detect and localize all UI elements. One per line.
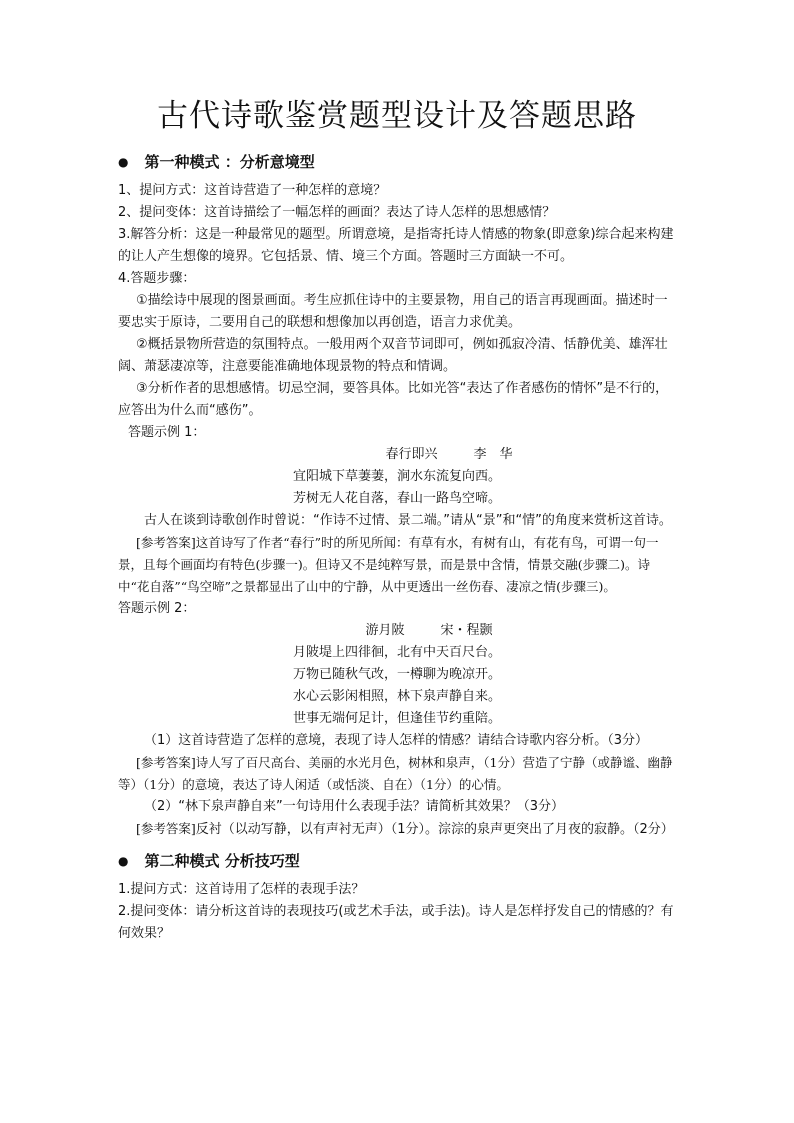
poem-line: 万物已随秋气改，一樽聊为晚凉开。 [292, 667, 501, 682]
paragraph: 3.解答分析：这是一种最常见的题型。所谓意境，是指寄托诗人情感的物象(即意象)综合起来构建的让人产生想像的境界。它包括景、情、境三个方面。答题时三方面缺一不可。 [118, 227, 674, 264]
paragraph: 2、提问变体：这首诗描绘了一幅怎样的画面？表达了诗人怎样的思想感情？ [118, 205, 556, 220]
page-title: 古代诗歌鉴赏题型设计及答题思路 [157, 98, 637, 134]
bullet-icon: ● [118, 155, 129, 169]
paragraph: ②概括景物所营造的氛围特点。一般用两个双音节词即可，例如孤寂冷清、恬静优美、雄浑壮阔、萧瑟凄凉等，注意要能准确地体现景物的特点和情调。 [118, 337, 668, 374]
poem-author: 宋・程颢 [440, 623, 493, 638]
poem-title [118, 444, 676, 466]
section-heading-2 [118, 849, 676, 873]
section-heading-text: 第二种模式 分析技巧型 [144, 852, 300, 870]
poem-line: 宜阳城下草萋萋，涧水东流复向西。 [292, 469, 501, 484]
example-label: 答题示例 2： [118, 601, 196, 616]
poem-author: 李 华 [473, 447, 513, 462]
paragraph: 4.答题步骤： [118, 271, 196, 286]
answer-paragraph: [参考答案]诗人写了百尺高台、美丽的水光月色，树林和泉声，（1分）营造了宁静（或静谧、幽静等）（1分）的意境，表达了诗人闲适（或恬淡、自在）（1分）的心情。 [118, 755, 673, 792]
poem-name: 游月陂 [365, 623, 405, 638]
bullet-icon: ● [118, 854, 129, 868]
poem-title [118, 620, 676, 642]
paragraph: （2）“林下泉声静自来”一句诗用什么表现手法？请简析其效果？（3分） [144, 799, 565, 814]
document-page [118, 96, 676, 945]
paragraph: 1、提问方式：这首诗营造了一种怎样的意境？ [118, 183, 387, 198]
paragraph: 2.提问变体：请分析这首诗的表现技巧(或艺术手法，或手法)。诗人是怎样抒发自己的情感的？有何效果？ [118, 904, 674, 941]
paragraph: 1.提问方式：这首诗用了怎样的表现手法？ [118, 882, 365, 897]
poem-line: 月陂堤上四徘徊，北有中天百尺台。 [292, 645, 501, 660]
section-heading-text: 第一种模式 ：分析意境型 [144, 153, 315, 171]
example-label: 答题示例 1： [128, 425, 206, 440]
section-heading-1 [118, 150, 676, 174]
paragraph: ①描绘诗中展现的图景画面。考生应抓住诗中的主要景物，用自己的语言再现画面。描述时一要忠实于原诗，二要用自己的联想和想像加以再创造，语言力求优美。 [118, 293, 668, 330]
paragraph: 古人在谈到诗歌创作时曾说：“作诗不过情、景二端。”请从“景”和“情”的角度来赏析这首诗。 [144, 513, 672, 528]
poem-line: 水心云影闲相照，林下泉声静自来。 [292, 689, 501, 704]
answer-paragraph: [参考答案]这首诗写了作者“春行”时的所见所闻：有草有水，有树有山，有花有鸟，可谓一句一景，且每个画面均有特色(步骤一)。但诗又不是纯粹写景，而是景中含情，情景交融(步骤二)。诗中“花自落”“鸟空啼”之景都显出了山中的宁静，从中更透出一丝伤春、凄凉之情(步骤三)。 [118, 535, 659, 594]
answer-prefix: [参考答案] [136, 821, 196, 836]
answer-paragraph [118, 818, 676, 841]
paragraph: （1）这首诗营造了怎样的意境，表现了诗人怎样的情感？请结合诗歌内容分析。（3分） [144, 733, 649, 748]
poem-line: 世事无端何足计，但逢佳节约重陪。 [292, 711, 501, 726]
answer-body: 反衬（以动写静，以有声衬无声）（1分）。淙淙的泉声更突出了月夜的寂静。（2分） [195, 822, 674, 837]
poem-name: 春行即兴 [385, 447, 438, 462]
poem-line: 芳树无人花自落，春山一路鸟空啼。 [292, 491, 501, 506]
paragraph: ③分析作者的思想感情。切忌空洞，要答具体。比如光答“表达了作者感伤的情怀”是不行的，应答出为什么而“感伤”。 [118, 381, 669, 418]
